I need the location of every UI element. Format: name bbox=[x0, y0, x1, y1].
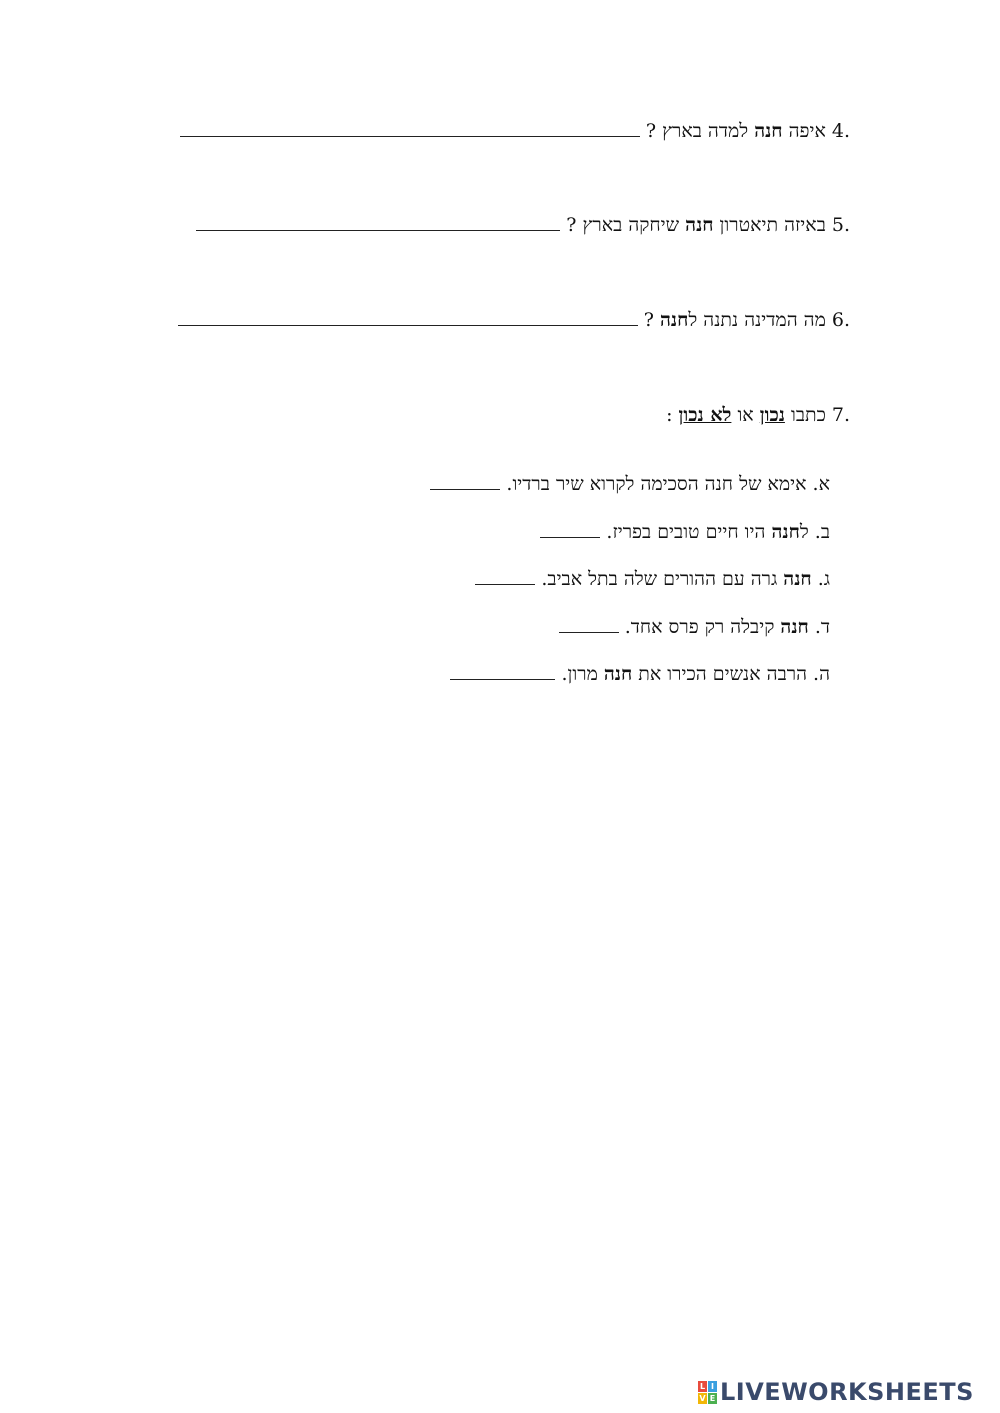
text-segment: אימא של חנה הסכימה לקרוא שיר ברדיו. bbox=[500, 473, 813, 495]
statement-row bbox=[559, 613, 830, 641]
question-number: .6 bbox=[831, 309, 850, 331]
answer-blank[interactable] bbox=[180, 118, 640, 137]
option-true: נכון bbox=[759, 404, 785, 426]
logo-letter-tile: E bbox=[709, 1394, 716, 1403]
text-segment: ? bbox=[637, 309, 660, 331]
answer-blank[interactable] bbox=[450, 661, 555, 680]
brand-name: LIVEWORKSHEETS bbox=[720, 1378, 974, 1406]
bold-name: חנה bbox=[783, 568, 812, 590]
instruction-text: : bbox=[666, 404, 679, 426]
text-segment: שיחקה בארץ ? bbox=[560, 214, 686, 236]
option-false: לא נכון bbox=[678, 404, 732, 426]
statement-row bbox=[540, 518, 830, 546]
question-row bbox=[666, 401, 850, 429]
instruction-text: או bbox=[731, 404, 760, 426]
logo-letter-tile: I bbox=[708, 1381, 717, 1392]
bold-name: חנה bbox=[685, 214, 714, 236]
bold-name: חנה bbox=[754, 120, 783, 142]
statement-letter: ב. bbox=[814, 521, 830, 543]
question-number: .5 bbox=[831, 214, 850, 236]
statement-letter: ד. bbox=[814, 616, 830, 638]
bold-name: חנה bbox=[660, 309, 689, 331]
bold-name: חנה bbox=[780, 616, 809, 638]
question-number: .4 bbox=[831, 120, 850, 142]
statement-letter: ה. bbox=[813, 663, 830, 685]
text-segment: הרבה אנשים הכירו את bbox=[632, 663, 814, 685]
answer-blank[interactable] bbox=[559, 614, 619, 633]
statement-row bbox=[430, 470, 830, 498]
logo-letter-tile: L bbox=[699, 1382, 706, 1391]
answer-blank[interactable] bbox=[178, 307, 638, 326]
statement-row bbox=[475, 565, 830, 593]
statement-row bbox=[450, 660, 830, 688]
text-segment: ל bbox=[799, 521, 815, 543]
text-segment: למדה בארץ ? bbox=[639, 120, 755, 142]
text-segment: באיזה תיאטרון bbox=[713, 214, 826, 236]
instruction-text: כתבו bbox=[784, 404, 826, 426]
question-row bbox=[180, 117, 850, 145]
text-segment: היו חיים טובים בפריז. bbox=[600, 521, 772, 543]
text-segment: מה המדינה נתנה ל bbox=[688, 309, 826, 331]
text-segment: איפה bbox=[782, 120, 826, 142]
question-row bbox=[178, 306, 850, 334]
statement-letter: א. bbox=[812, 473, 830, 495]
liveworksheets-logo-icon bbox=[698, 1381, 716, 1403]
answer-blank[interactable] bbox=[475, 566, 535, 585]
answer-blank[interactable] bbox=[430, 471, 500, 490]
bold-name: חנה bbox=[603, 663, 633, 685]
text-segment: גרה עם ההורים שלה בתל אביב. bbox=[535, 568, 784, 590]
answer-blank[interactable] bbox=[196, 212, 560, 231]
question-row bbox=[196, 211, 850, 239]
question-number: .7 bbox=[831, 404, 850, 426]
liveworksheets-logo bbox=[698, 1378, 974, 1406]
text-segment: מרון. bbox=[555, 663, 604, 685]
answer-blank[interactable] bbox=[540, 519, 600, 538]
bold-name: חנה bbox=[771, 521, 800, 543]
logo-letter-tile: V bbox=[699, 1394, 706, 1403]
statement-letter: ג. bbox=[817, 568, 830, 590]
text-segment: קיבלה רק פרס אחד. bbox=[618, 616, 781, 638]
